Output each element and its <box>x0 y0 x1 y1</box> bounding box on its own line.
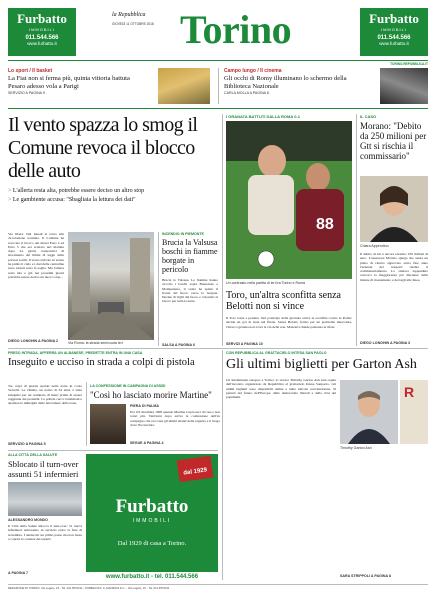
teaser-right-credit: CARLA MOLLA A PAGINA 8 <box>224 91 269 95</box>
interview-headline[interactable]: Morano: "Debito da 250 milioni per Gtt si rischia il commissario" <box>360 121 427 161</box>
street-scene-icon <box>68 232 154 340</box>
teaser-left-photo <box>158 68 210 104</box>
interview-body: Il debito di Gtt è ancora enorme: 250 milioni di euro. L'assessore Morano spiega che senza un piano di rientro approvato entro fine anno l'azienda dei trasporti rischia il commissariamento. La sindaca Appendino convoca la maggioranza per discutere delle misure di risanamento e dei tagli alle linee. <box>360 252 428 282</box>
masthead-title: Torino <box>180 7 292 52</box>
garton-body-cont <box>340 454 428 572</box>
health-kicker: ALLA CITTÀ DELLA SALUTE <box>8 453 58 457</box>
confession-photo <box>90 404 126 444</box>
portrait-icon <box>360 176 428 242</box>
teaser-right[interactable]: Campo lungo / Il cinema Gli occhi di Romy illuminano lo schermo della Biblioteca Nazionale CARLA MOLLA A PAGINA 8 <box>224 68 428 104</box>
publisher-logo: la Repubblica <box>112 12 146 18</box>
date-line: GIOVEDÌ 11 OTTOBRE 2018 <box>112 22 154 26</box>
sport-photo <box>226 121 352 279</box>
lead-headline[interactable]: Il vento spazza lo smog il Comune revoca il blocco delle auto <box>8 114 198 182</box>
lead-photo <box>68 232 154 340</box>
page-footer: REDAZIONE DI TORINO: Via Lugaro, 15 - Tel. 011.6570211 - PUBBLICITÀ: A. MANZONI & C. - Via Lugaro, 15 - Tel. 011.6570211 <box>8 587 170 590</box>
lead-bullets <box>8 188 214 204</box>
teaser-left-headline: La Fiat non si ferma più, quinta vittoria battuta Pesaro adesso vola a Parigi <box>8 75 130 90</box>
teaser-left-kicker-a: Lo sport <box>8 68 28 74</box>
health-byline: ALESSANDRO MONDO <box>8 518 48 522</box>
ad-left-url: www.furbatto.it <box>27 41 57 46</box>
teaser-left-kicker-b: Il basket <box>32 68 53 74</box>
crime-kicker: PRESO INTRADA, AFFERRA UN ALBANESE, PREDETTE ENTRA IN UNA CASA <box>8 351 143 355</box>
confession-body: Era il 6 dicembre 1999 quando Martine Capra uscì di casa e non tornò più. Vent'anni dopo arriva la confessione dell'ex compagno che racconta gli ultimi istanti della ragazza e il luogo dove l'ha lasciata. <box>130 410 220 427</box>
promo-ribbon: dal 1929 <box>177 456 213 482</box>
health-photo <box>8 482 82 516</box>
edition-tag: TORINO.REPUBBLICA.IT <box>390 62 428 66</box>
crime-body: Tre colpi di pistola sparati nella notte in corso Vercelli. La vittima, un uomo di 34 anni, è stata inseguita per un centinaio di metri prima di essere raggiunta dai proiettili. La polizia cerca i testimoni e analizza le immagini delle telecamere della zona. <box>8 384 82 406</box>
ad-left-box[interactable] <box>8 8 76 56</box>
ad-right-box[interactable] <box>360 8 428 56</box>
interview-credit: DIEGO LONGHIN A PAGINA 3 <box>360 341 411 345</box>
promo-footer[interactable]: www.furbatto.it - tel. 011.544.566 <box>105 574 199 580</box>
sport-body: Il Toro torna a perdere. Nel posticipo della giornata arriva la sconfitta contro la Roma: decide un gol di testa nel finale. Senza Belotti, fermo per un problema muscolare, l'attacco granata non trova la via della rete. Mazzarri chiede pazienza ai tifosi. <box>226 316 352 329</box>
garton-kicker: CON REPUBBLICA AL GRATTACIELO INTESA SAN PAOLO <box>226 351 327 355</box>
interview-kicker: IL CASO <box>360 114 377 119</box>
teaser-right-photo <box>380 68 428 104</box>
confession-kicker: LA CONFESSIONE IN CAMPAGNA DI ASSISI <box>90 384 166 388</box>
garton-credit: SARA STRIPPOLI A PAGINA 8 <box>340 574 391 578</box>
confession-credit: SEGUE A PAGINA 4 <box>130 441 164 445</box>
ad-right-sub: IMMOBILI <box>380 27 407 32</box>
lead-credit: DIEGO LONGHIN A PAGINA 2 <box>8 339 59 343</box>
health-body: Il Città della Salute sblocca il turn-over: 51 nuovi infermieri entreranno in servizio entro la fine di novembre. I sindacati: un primo passo ma non basta a coprire le carenze dei reparti. <box>8 524 82 541</box>
garton-photo <box>340 380 398 444</box>
garton-caption: Timothy Garton Ash <box>340 446 372 450</box>
interview-photo <box>360 176 428 242</box>
svg-text:88: 88 <box>316 216 334 233</box>
side-brief-body: Brucia la Valsusa. Le fiamme hanno avvolto i boschi sopra Bussoleno e Mompantero, il vento ha spinto il fronte del fuoco verso le borgate. Decine di vigili del fuoco e volontari al lavoro per tutta la notte. <box>162 278 218 304</box>
health-credit: A PAGINA 7 <box>8 571 29 575</box>
book-cover <box>400 380 428 444</box>
interview-photo-caption: Chiara Appendino <box>360 244 389 248</box>
confession-headline[interactable]: "Così ho lasciato morire Martine" <box>90 390 212 400</box>
side-brief-kicker: INCENDIO IN PIEMONTE <box>162 232 204 236</box>
portrait-icon <box>340 380 398 444</box>
teaser-right-headline: Gli occhi di Romy illuminano lo schermo della Biblioteca Nazionale <box>224 75 347 90</box>
lead-bullet: > Le gambiente accusa: "Sbagliata la lettura dei dati" <box>8 197 136 203</box>
lead-body: Via libera. Dal lunedì si torna alla circolazione normale. Il Comune ha revocato il blocco dei diesel Euro 4 ed Euro 5 che era scattato ieri mattina dopo tre giorni consecutivi di sforamento del limite di legge delle polveri sottili. Il vento arrivato in serata ha pulito il cielo e i dati delle centraline sono tornati sotto la soglia. Ma l'allerta resta alta e già nei prossimi giorni potrebbe essere deciso un nuovo stop... <box>8 232 64 279</box>
lead-bullet: > L'allerta resta alta, potrebbe essere deciso un altro stop <box>8 188 145 194</box>
side-brief[interactable] <box>162 232 218 347</box>
crime-credit: SERVIZIO A PAGINA 5 <box>8 442 46 446</box>
promo-sub: IMMOBILI <box>132 518 172 524</box>
sport-kicker: I GRANATA BATTUTI DALLA ROMA 0-1 <box>226 114 300 119</box>
ad-left-sub: IMMOBILI <box>28 27 55 32</box>
garton-body: Un intellettuale europeo a Torino: lo storico Timothy Garton Ash sarà ospite dell'incontro organizzato da Repubblica al grattacielo Intesa Sanpaolo. Gli ultimi biglietti sono disponibili online e nelle edicole convenzionate. Si parlerà del futuro dell'Europa, delle democrazie liberali e della crisi dei populismi. <box>226 378 336 400</box>
teaser-right-kicker-b: Il cinema <box>260 68 282 74</box>
side-brief-headline: Brucia la Valsusa boschi in fiamme borgate in pericolo <box>162 238 218 274</box>
teaser-left[interactable]: Lo sport / Il basket La Fiat non si ferma più, quinta vittoria battuta Pesaro adesso vola a Parigi SERVIZIO A PAGINA 9 <box>8 68 210 104</box>
promo-brand: Furbatto <box>115 496 189 517</box>
promo-tagline: Dal 1929 di casa a Torino. <box>117 540 187 547</box>
sport-photo-caption: Un contrasto nella partita di ieri tra Torino e Roma <box>226 281 306 285</box>
teaser-left-credit: SERVIZIO A PAGINA 9 <box>8 91 45 95</box>
health-headline[interactable]: Sblocato il turn-over assunti 51 infermieri <box>8 459 79 479</box>
garton-headline[interactable]: Gli ultimi biglietti per Garton Ash <box>226 357 417 372</box>
confession-byline: PIERA DI PALMA <box>130 404 159 408</box>
sport-headline[interactable]: Toro, un'altra sconfitta senza Belotti non si vince <box>226 290 341 312</box>
lead-photo-caption: Via Roma: la strada semivuota ieri <box>68 341 123 345</box>
side-brief-credit: SALSA A PAGINA 6 <box>162 343 195 347</box>
ad-right-url: www.furbatto.it <box>379 41 409 46</box>
ad-right-phone: 011.544.566 <box>377 35 411 41</box>
football-players-icon <box>226 121 352 279</box>
ad-left-brand: Furbatto <box>17 11 67 26</box>
sport-credit: SERVIZI A PAGINA 10 <box>226 342 263 346</box>
ad-right-brand: Furbatto <box>369 11 419 26</box>
promo-ad[interactable] <box>86 454 218 572</box>
teaser-right-kicker-a: Campo lungo <box>224 68 256 74</box>
ad-left-phone: 011.544.566 <box>25 35 59 41</box>
crime-headline[interactable]: Inseguito e ucciso in strada a colpi di pistola <box>8 357 195 368</box>
book-cover-mark: R <box>404 384 415 400</box>
